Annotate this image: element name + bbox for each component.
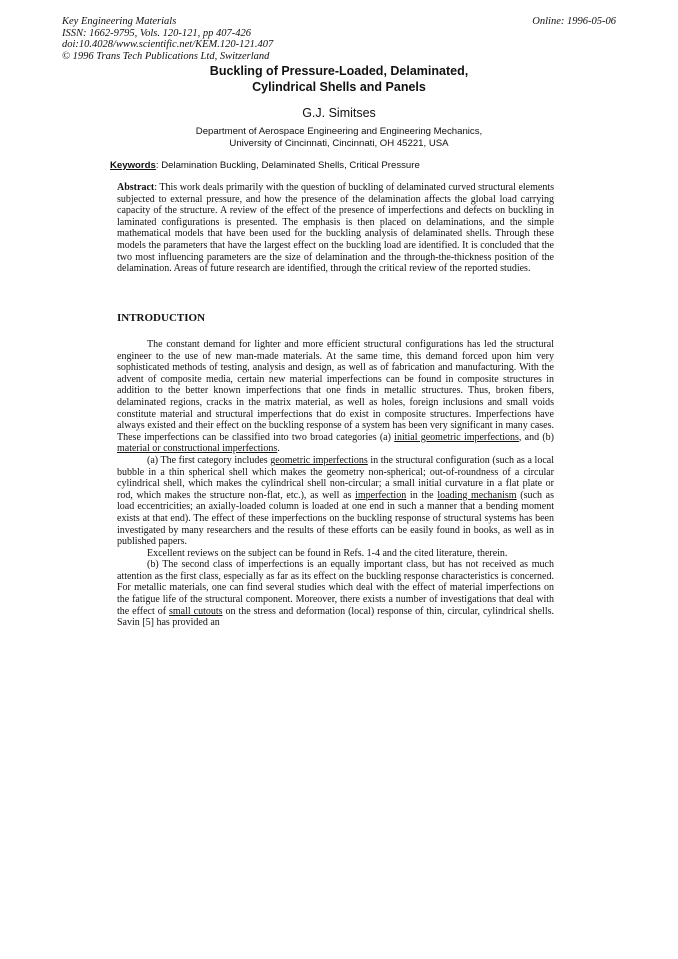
underlined-term: loading mechanism	[437, 489, 517, 501]
journal-name: Key Engineering Materials	[62, 16, 177, 27]
paragraph	[117, 339, 554, 455]
abstract	[117, 182, 554, 275]
affiliation-line-1: Department of Aerospace Engineering and Engineering Mechanics,	[195, 126, 483, 137]
text-run: (b) The second class of imperfections is an equally important class, but has not received as much attention as the first class, especially as far as its effect on the buckling response characteristics is concerned. For metallic materials, one can find several studies which deal with the effect of material imperfections on the fatigue life of the structural component. Moreover, there exists a number of investigations that deal with the effect of	[117, 559, 554, 617]
underlined-term: geometric imperfections	[270, 454, 368, 466]
underlined-term: material or constructional imperfections	[117, 443, 278, 455]
issn-line: ISSN: 1662-9795, Vols. 120-121, pp 407-426	[62, 27, 251, 39]
section-heading-introduction: INTRODUCTION	[117, 312, 206, 324]
underlined-term: initial geometric imperfections	[394, 431, 519, 443]
underlined-term: imperfection	[355, 489, 407, 501]
introduction-body	[117, 339, 554, 629]
keywords-label: Keywords	[110, 160, 156, 171]
online-date: Online: 1996-05-06	[532, 16, 616, 27]
text-run: .	[277, 443, 280, 455]
abstract-text: : This work deals primarily with the question of buckling of delaminated curved structural elements subjected to external pressure, and how the presence of the delamination affects the global load carrying capacity of the structure. A review of the effect of the presence of imperfections and defects on buckling in laminated configurations is presented. The emphasis is then placed on delaminations, and the simple mathematical models that have been used for the buckling analysis of delaminated shells. Through these models the parameters that have the largest effect on the buckling load are identified. It is concluded that the two most influencing parameters are the size of delamination and the through-the-thickness position of the delamination. Areas of future research are identified, through the critical review of the reported studies.	[117, 182, 554, 275]
text-run: in the structural configuration (such as a local bubble in a thin spherical shell which makes the geometry non-spherical; out-of-roundness of a circular cylindrical shell, which makes the cylindrical shell non-circular; a small initial curvature in a flat plate or rod, which makes the structure non-flat, etc.), as well as	[117, 454, 554, 501]
publication-header	[62, 16, 273, 62]
keywords-text: : Delamination Buckling, Delaminated Shells, Critical Pressure	[155, 160, 420, 171]
text-run: The constant demand for lighter and more efficient structural configurations has led the structural engineer to the use of new man-made materials. At the same time, this demand forced upon him very sophisticated methods of testing, analysis and design, as well as of fabrication and manufacturing. With the advent of composite media, certain new material imperfections can be found in composite structures in addition to the better known imperfections that one finds in metallic structures. Thus, broken fibers, delaminated regions, cracks in the matrix material, as well as holes, foreign inclusions and small voids constitute material and structural imperfections that do exist in composite structures. Imperfections have always existed and their effect on the buckling response of a system has been very significant in many cases. These imperfections can be classified into two broad categories (a)	[117, 339, 554, 443]
paragraph	[117, 559, 554, 629]
text-run: (such as load eccentricities; an axially-loaded column is loaded at one end in such a manner that a bending moment exists at that end). The effect of these imperfections on the buckling response of structural systems has been investigated by many researchers and the results of these efforts can be easily found in books, as well as in published papers.	[117, 489, 554, 548]
paragraph	[117, 455, 554, 548]
keywords	[110, 160, 420, 171]
abstract-label: Abstract	[117, 182, 155, 193]
text-run: on the stress and deformation (local) response of thin, circular, cylindrical shells. Savin [5] has provided an	[117, 605, 554, 629]
affiliation-line-2: University of Cincinnati, Cincinnati, OH 45221, USA	[229, 138, 449, 149]
text-run: , and (b)	[518, 431, 554, 443]
underlined-term: small cutouts	[169, 605, 223, 617]
author-name: G.J. Simitses	[302, 106, 376, 120]
paper-title-line-2: Cylindrical Shells and Panels	[252, 80, 426, 94]
text-run: in the	[406, 489, 438, 501]
paragraph: Excellent reviews on the subject can be found in Refs. 1-4 and the cited literature, therein.	[147, 547, 508, 559]
paper-title-line-1: Buckling of Pressure-Loaded, Delaminated,	[209, 64, 469, 78]
doi-line: doi:10.4028/www.scientific.net/KEM.120-121.407	[62, 39, 274, 50]
text-run: (a) The first category includes	[147, 454, 271, 466]
copyright-line: © 1996 Trans Tech Publications Ltd, Switzerland	[62, 50, 270, 62]
